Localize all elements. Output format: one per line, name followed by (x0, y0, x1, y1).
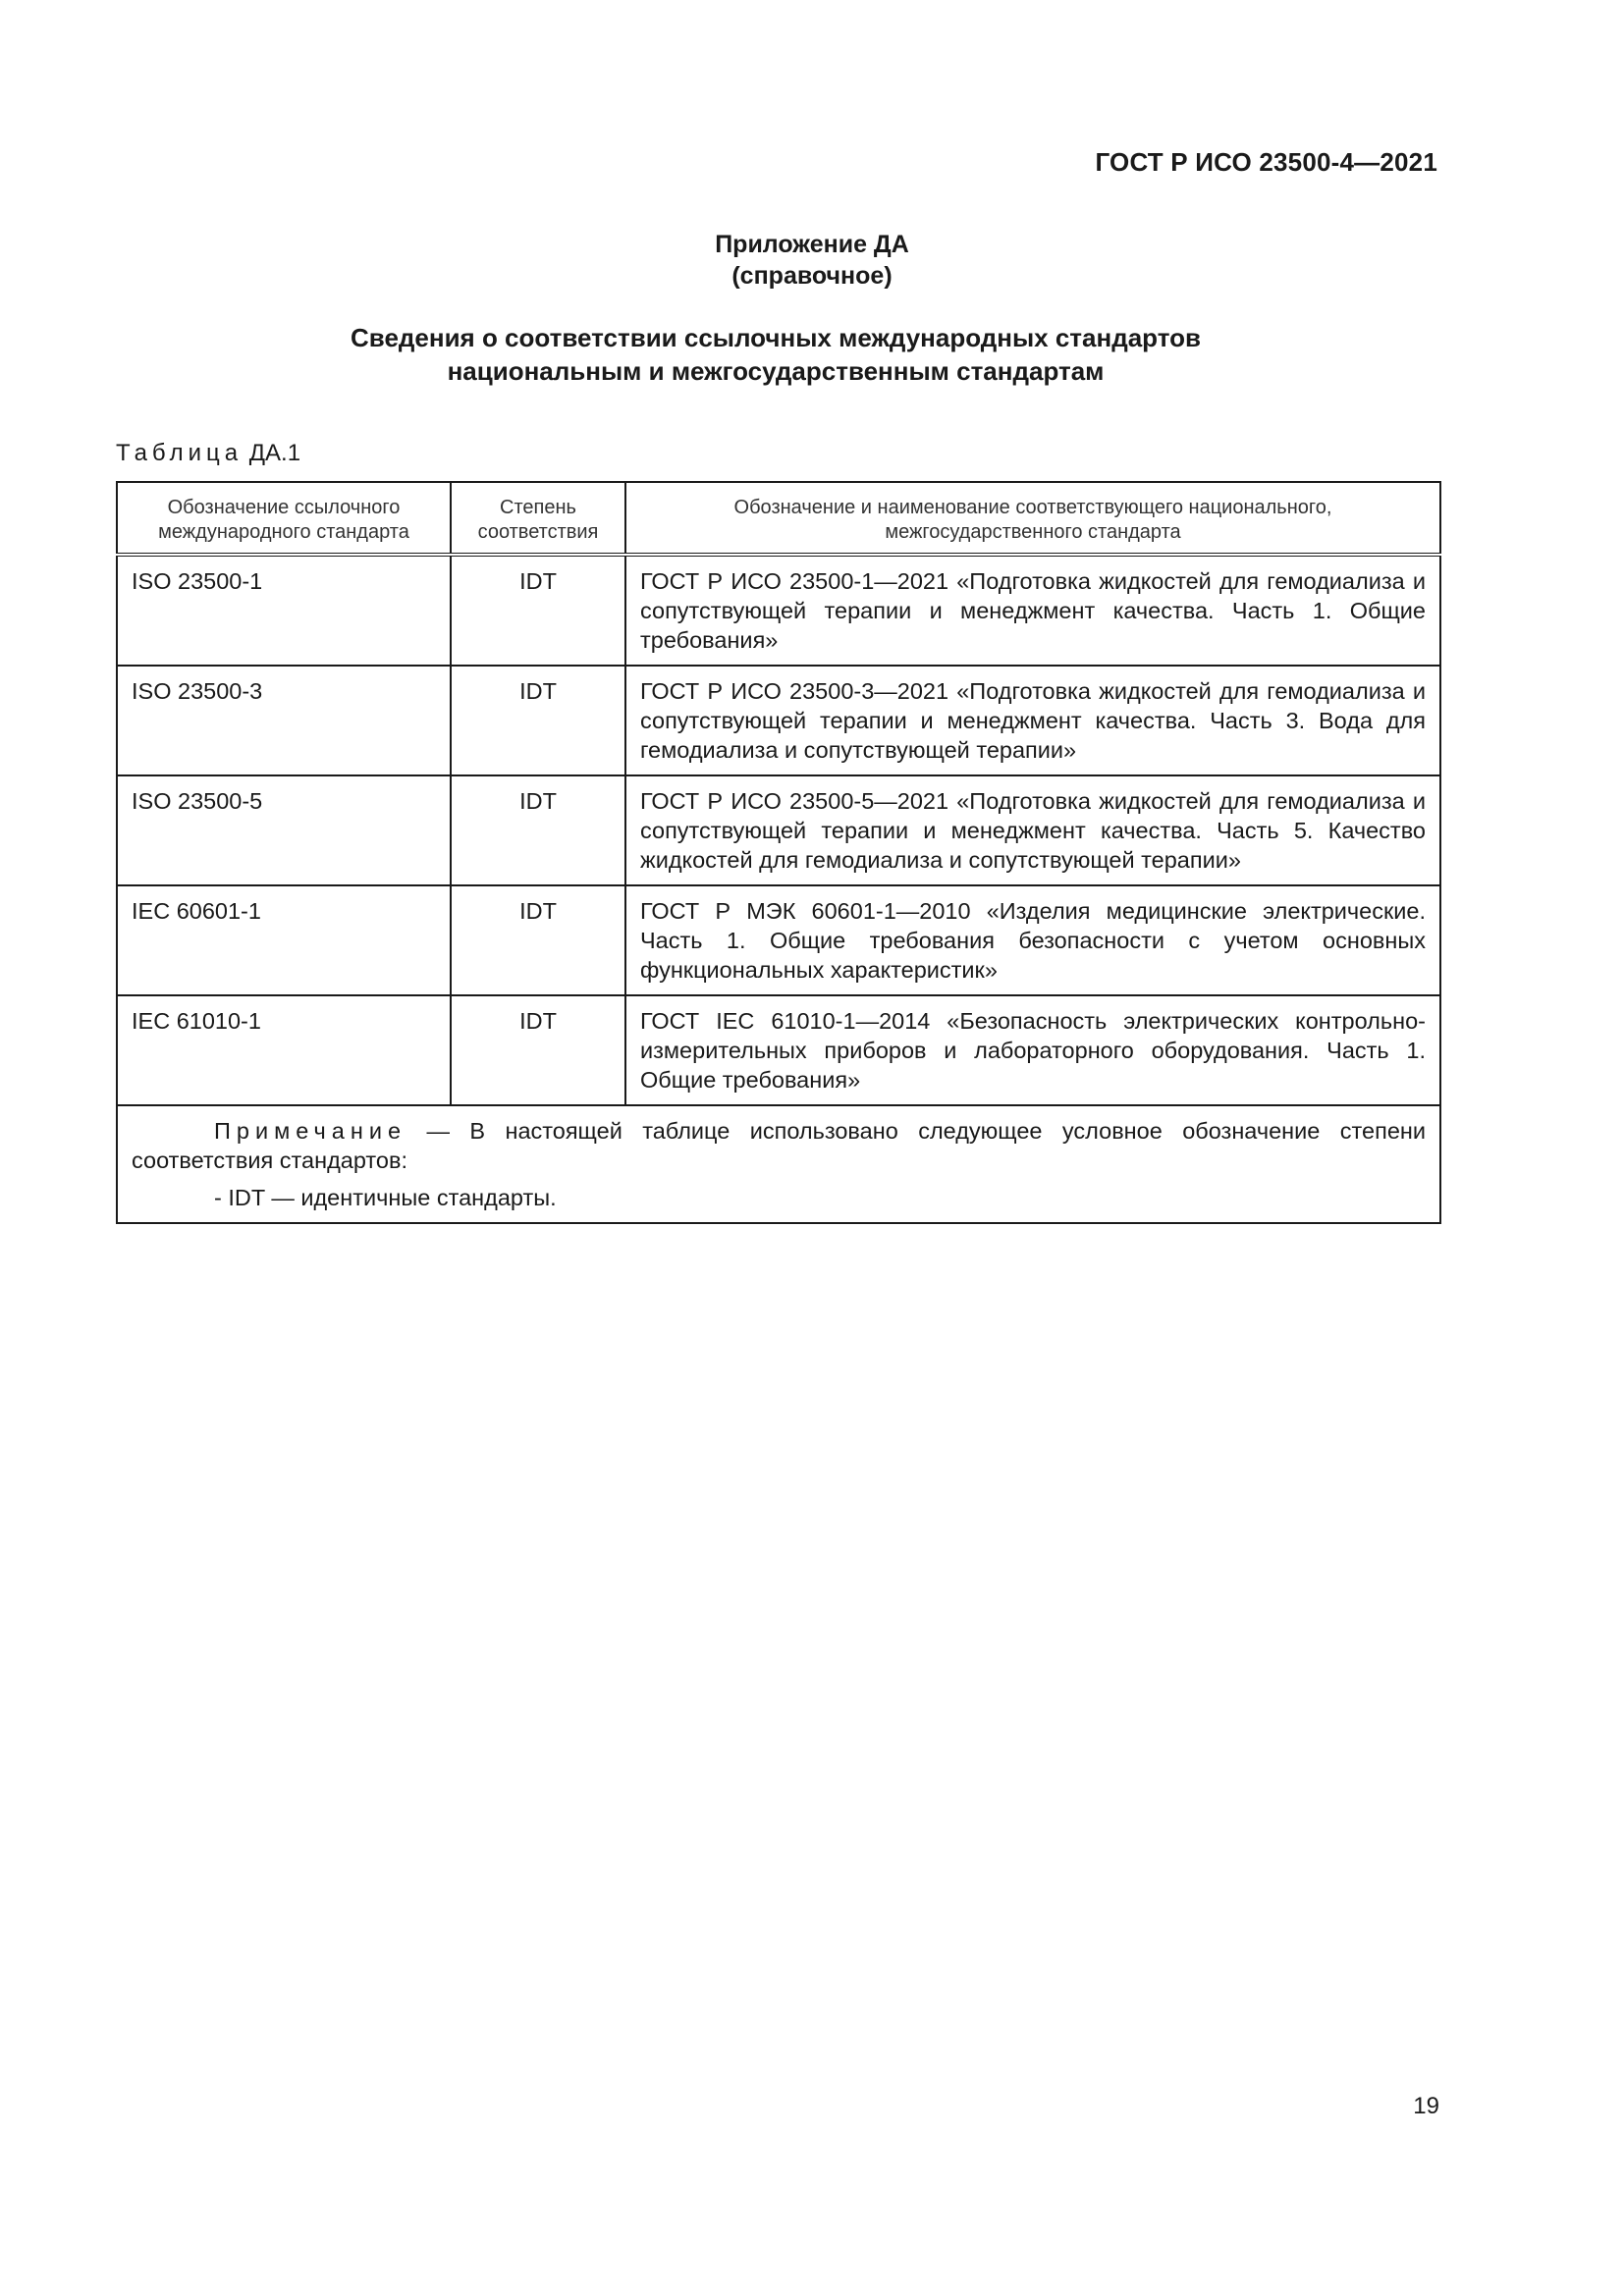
cell-national-standard: ГОСТ Р ИСО 23500-1—2021 «Подготовка жидкостей для гемодиализа и сопутствующей терапии и менеджмент качества. Часть 1. Общие требования» (625, 555, 1440, 666)
cell-national-standard: ГОСТ Р ИСО 23500-3—2021 «Подготовка жидкостей для гемодиализа и сопутствующей терапии и менеджмент качества. Часть 3. Вода для гемодиализа и сопутствующей терапии» (625, 666, 1440, 775)
table-row (117, 775, 1440, 885)
table-row (117, 995, 1440, 1105)
table-header-row (117, 482, 1440, 555)
table-row (117, 666, 1440, 775)
cell-national-standard: ГОСТ Р МЭК 60601-1—2010 «Изделия медицинские электрические. Часть 1. Общие требования безопасности с учетом основных функциональных характеристик» (625, 885, 1440, 995)
cell-international-code: IEC 61010-1 (117, 995, 451, 1105)
note-text-line (132, 1116, 1426, 1175)
section-heading-line-2: национальным и межгосударственным стандартам (447, 356, 1105, 386)
cell-national-standard: ГОСТ Р ИСО 23500-5—2021 «Подготовка жидкостей для гемодиализа и сопутствующей терапии и менеджмент качества. Часть 5. Качество жидкостей для гемодиализа и сопутствующей терапии» (625, 775, 1440, 885)
cell-international-code: ISO 23500-1 (117, 555, 451, 666)
table-row (117, 885, 1440, 995)
table-label-word: Таблица (116, 440, 244, 466)
annex-type: (справочное) (731, 262, 893, 290)
cell-international-code: IEC 60601-1 (117, 885, 451, 995)
page-number: 19 (1413, 2093, 1439, 2119)
cell-degree: IDT (451, 995, 625, 1105)
cell-international-code: ISO 23500-5 (117, 775, 451, 885)
cell-degree: IDT (451, 885, 625, 995)
annex-title: Приложение ДА (715, 231, 909, 258)
table-note (117, 1105, 1440, 1223)
cell-degree: IDT (451, 555, 625, 666)
cell-national-standard: ГОСТ IEC 61010-1—2014 «Безопасность электрических контрольно-измерительных приборов и лабораторного оборудования. Часть 1. Общие требования» (625, 995, 1440, 1105)
cell-degree: IDT (451, 775, 625, 885)
table-label (116, 440, 300, 467)
column-header-degree: Степень соответствия (451, 482, 625, 555)
table-note-row (117, 1105, 1440, 1223)
standards-correspondence-table (116, 481, 1441, 1224)
table-label-number: ДА.1 (248, 440, 301, 466)
document-code: ГОСТ Р ИСО 23500-4—2021 (1095, 147, 1437, 177)
cell-degree: IDT (451, 666, 625, 775)
cell-international-code: ISO 23500-3 (117, 666, 451, 775)
note-list-item: - IDT — идентичные стандарты. (214, 1185, 557, 1210)
table-row (117, 555, 1440, 666)
note-text: — В настоящей таблице использовано следующее условное обозначение степени соответствия стандартов: (132, 1118, 1426, 1173)
column-header-international-code: Обозначение ссылочного международного стандарта (117, 482, 451, 555)
section-heading-line-1: Сведения о соответствии ссылочных международных стандартов (351, 323, 1201, 352)
note-label: Примечание (214, 1118, 407, 1144)
column-header-national-standard: Обозначение и наименование соответствующего национального, межгосударственного стандарта (625, 482, 1440, 555)
